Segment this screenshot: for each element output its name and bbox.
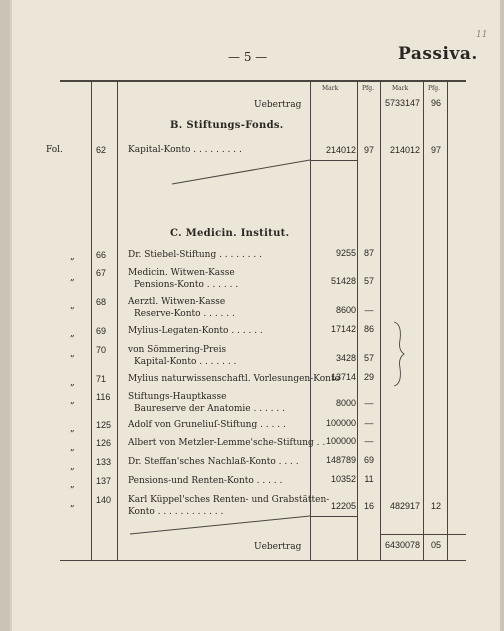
row-text: Mylius-Legaten-Konto . . . . . . bbox=[128, 326, 263, 336]
col-rule-folio bbox=[117, 82, 118, 560]
col-header-mark-1: Mark bbox=[322, 85, 339, 92]
row-folio: 71 bbox=[96, 374, 107, 384]
col-rule-pfg2 bbox=[447, 82, 448, 560]
row-ref: „ bbox=[70, 329, 75, 339]
row-pfg: — bbox=[364, 418, 374, 428]
table-top-rule bbox=[60, 80, 466, 82]
row-mark: 12205 bbox=[330, 501, 356, 511]
row-folio: 62 bbox=[96, 145, 107, 155]
row-folio: 126 bbox=[96, 438, 112, 448]
row-mark: 8600 bbox=[335, 305, 356, 315]
row-folio: 140 bbox=[96, 495, 112, 505]
subtotal-rule-c bbox=[310, 516, 357, 517]
row-mark: 17142 bbox=[330, 324, 356, 334]
row-mark: 51428 bbox=[330, 276, 356, 286]
row-total-mark: 482917 bbox=[389, 501, 420, 511]
col-header-pfg-1: Pfg. bbox=[362, 85, 375, 92]
page-number: — 5 — bbox=[228, 50, 268, 64]
row-mark: 3428 bbox=[335, 353, 356, 363]
row-mark: 214012 bbox=[325, 145, 356, 155]
row-folio: 67 bbox=[96, 268, 107, 278]
row-text: Karl Küppel'sches Renten- und Grabstätten- bbox=[128, 495, 330, 505]
row-text: Medicin. Witwen-Kasse bbox=[128, 268, 235, 278]
row-text: Mylius naturwissenschaftl. Vorlesungen-Konto bbox=[128, 374, 340, 384]
row-folio: 133 bbox=[96, 457, 112, 467]
carry-over-pfg-top: 96 bbox=[430, 98, 441, 108]
row-text-cont: Pensions-Konto . . . . . . bbox=[134, 280, 239, 290]
col-rule-mark1 bbox=[357, 82, 358, 560]
row-pfg: 97 bbox=[363, 145, 374, 155]
pencil-note: 11 bbox=[476, 30, 488, 40]
row-ref: Fol. bbox=[46, 145, 63, 155]
row-total-pfg: 12 bbox=[430, 501, 441, 511]
subtotal-rule-b bbox=[310, 160, 357, 161]
closing-stroke-c bbox=[128, 514, 312, 538]
ledger-page bbox=[10, 0, 500, 631]
col-rule-ref bbox=[91, 82, 92, 560]
row-pfg: 86 bbox=[363, 324, 374, 334]
row-ref: „ bbox=[70, 443, 75, 453]
row-ref: „ bbox=[70, 301, 75, 311]
row-pfg: 29 bbox=[363, 372, 374, 382]
row-ref: „ bbox=[70, 273, 75, 283]
row-folio: 125 bbox=[96, 420, 112, 430]
row-ref: „ bbox=[70, 349, 75, 359]
row-mark: 8000 bbox=[335, 398, 356, 408]
row-text-cont: Kapital-Konto . . . . . . . bbox=[134, 357, 237, 367]
col-rule-text bbox=[310, 82, 311, 560]
row-ref: „ bbox=[70, 480, 75, 490]
row-mark: 9255 bbox=[335, 248, 356, 258]
row-folio: 137 bbox=[96, 476, 112, 486]
row-pfg: 11 bbox=[364, 474, 374, 484]
closing-stroke-b bbox=[170, 158, 312, 188]
row-mark: 10352 bbox=[330, 474, 356, 484]
carry-over-mark-top: 5733147 bbox=[384, 98, 420, 108]
row-text: Dr. Stiebel-Stiftung . . . . . . . . bbox=[128, 250, 262, 260]
row-total-mark: 214012 bbox=[389, 145, 420, 155]
row-folio: 116 bbox=[96, 392, 111, 402]
row-text: Dr. Steffan'sches Nachlaß-Konto . . . . bbox=[128, 457, 299, 467]
row-pfg: 69 bbox=[363, 455, 374, 465]
row-total-pfg: 97 bbox=[430, 145, 441, 155]
row-pfg: 57 bbox=[363, 276, 374, 286]
row-folio: 69 bbox=[96, 326, 107, 336]
row-ref: „ bbox=[70, 378, 75, 388]
row-text: von Sömmering-Preis bbox=[128, 345, 227, 355]
section-b-title: B. Stiftungs-Fonds. bbox=[170, 120, 284, 131]
row-mark: 13714 bbox=[330, 372, 356, 382]
carry-over-mark-bottom: 6430078 bbox=[384, 540, 420, 550]
col-header-mark-2: Mark bbox=[392, 85, 409, 92]
carry-over-label-bottom: Uebertrag bbox=[254, 542, 302, 552]
carry-over-label-top: Uebertrag bbox=[254, 100, 302, 110]
table-bottom-rule bbox=[60, 560, 466, 561]
row-text-cont: Konto . . . . . . . . . . . . bbox=[128, 507, 224, 517]
row-folio: 70 bbox=[96, 345, 107, 355]
row-pfg: — bbox=[364, 436, 374, 446]
grand-total-rule bbox=[380, 534, 466, 535]
row-text: Aerztl. Witwen-Kasse bbox=[128, 297, 226, 307]
col-rule-mark2 bbox=[423, 82, 424, 560]
row-text: Albert von Metzler-Lemme'sche-Stiftung . . bbox=[128, 438, 326, 448]
row-pfg: — bbox=[364, 398, 374, 408]
row-mark: 100000 bbox=[325, 418, 356, 428]
row-ref: „ bbox=[70, 424, 75, 434]
row-text-cont: Baureserve der Anatomie . . . . . . bbox=[134, 404, 285, 414]
row-pfg: 87 bbox=[363, 248, 374, 258]
row-text: Pensions-und Renten-Konto . . . . . bbox=[128, 476, 283, 486]
row-ref: „ bbox=[70, 499, 75, 509]
row-mark: 148789 bbox=[325, 455, 356, 465]
row-text-cont: Reserve-Konto . . . . . . bbox=[134, 309, 235, 319]
brace-mark bbox=[392, 320, 408, 388]
carry-over-pfg-bottom: 05 bbox=[430, 540, 441, 550]
row-ref: „ bbox=[70, 252, 75, 262]
row-folio: 66 bbox=[96, 250, 107, 260]
row-text: Stiftungs-Hauptkasse bbox=[128, 392, 227, 402]
row-folio: 68 bbox=[96, 297, 107, 307]
row-pfg: 16 bbox=[363, 501, 374, 511]
row-text: Kapital-Konto . . . . . . . . . bbox=[128, 145, 242, 155]
row-pfg: — bbox=[364, 305, 374, 315]
row-mark: 100000 bbox=[325, 436, 356, 446]
row-ref: „ bbox=[70, 396, 75, 406]
row-text: Adolf von Gruneliuſ-Stiftung . . . . . bbox=[128, 420, 286, 430]
row-ref: „ bbox=[70, 462, 75, 472]
section-c-title: C. Medicin. Institut. bbox=[170, 228, 290, 239]
row-pfg: 57 bbox=[363, 353, 374, 363]
page-title: Passiva. bbox=[398, 44, 478, 64]
col-header-pfg-2: Pfg. bbox=[428, 85, 441, 92]
